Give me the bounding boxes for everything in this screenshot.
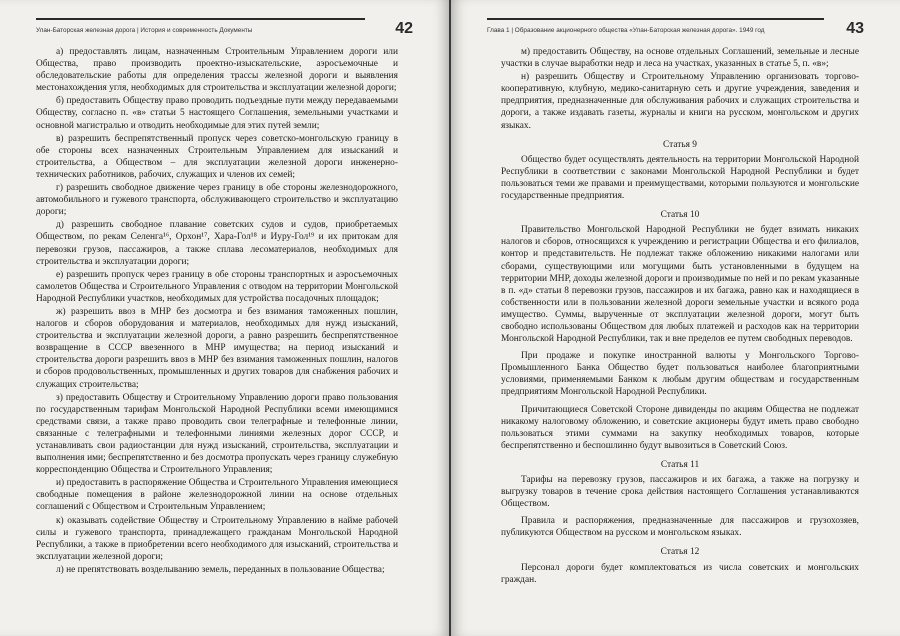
paragraph: е) разрешить пропуск через границу в обе стороны транспортных и аэросъемочных самолетов Общества и Строительного Управления с отводом на территории Монгольской Народной Республики участков, необходимых для устройства посадочных площадок; bbox=[36, 269, 398, 304]
paragraph: в) разрешить беспрепятственный пропуск через советско-монгольскую границу в обе стороны всех назначенных Строительным Управлением для изысканий и строительства, а Обществом – для эксплуатации железной дороги инженерно-технических работников, рабочих, служащих и членов их семей; bbox=[36, 133, 398, 180]
article-heading: Статья 10 bbox=[660, 210, 700, 221]
right-page-header bbox=[487, 6, 864, 36]
left-page-header bbox=[36, 6, 413, 36]
paragraph: Общество будет осуществлять деятельность на территории Монгольской Народной Республики в соответствии с законами Монгольской Народной Республики и будет пользоваться теми же правами и преимуществами, которыми пользуются и монгольские государственные предприятия. bbox=[501, 154, 859, 202]
paragraph: Персонал дороги будет комплектоваться из числа советских и монгольских граждан. bbox=[501, 562, 859, 585]
article-heading: Статья 9 bbox=[663, 139, 697, 150]
right-running-head: Глава 1 | Образование акционерного общества «Улан-Баторская железная дорога». 1949 год bbox=[487, 27, 765, 34]
paragraph: м) предоставить Обществу, на основе отдельных Соглашений, земельные и лесные участки в случае выработки недр и леса на участках, указанных в статье 5, п. «в»; bbox=[501, 47, 859, 70]
paragraph: д) разрешить свободное плавание советских судов и судов, приобретаемых Обществом, по рекам Селенга¹⁶, Орхон¹⁷, Хара-Гол¹⁸ и Иуру-Гол¹⁹ и их притокам для перевозки грузов, пассажиров, а также сплава лесоматериалов, необходимых для строительства и эксплуатации дороги; bbox=[36, 220, 398, 267]
paragraph: и) предоставить в распоряжение Общества и Строительного Управления имеющиеся свободные помещения в районе железнодорожной линии на основе отдельных соглашений с Обществом и Строительным Управлением; bbox=[36, 478, 398, 513]
paragraph: г) разрешить свободное движение через границу в обе стороны железнодорожного, автомобильного и гужевого транспорта, обслуживающего строительство и эксплуатацию дороги; bbox=[36, 183, 398, 218]
paragraph: л) не препятствовать возделыванию земель, переданных в пользование Общества; bbox=[56, 564, 385, 575]
paragraph: ж) разрешить ввоз в МНР без досмотра и без взимания таможенных пошлин, налогов и сборов оборудования и материалов, необходимых для нужд изысканий, строительства и эксплуатации железной дороги, а равно разрешить беспрепятственное возвращение в СССР ввезенного в МНР имущества; на период изысканий и строительства дороги разрешить ввоз в МНР без взимания таможенных пошлин, налогов и сборов продовольственных, промышленных и других товаров для снабжения рабочих и служащих строительства; bbox=[36, 306, 398, 390]
paragraph: Правительство Монгольской Народной Республики не будет взимать никаких налогов и сборов, относящихся к учреждению и регистрации Общества и его филиалов, контор и представительств. Не подлежат также обложению никакими налогами или сборами, существующими или могущими быть установленными в будущем на территории МНР, доходы железной дороги и производимые по ней и по рекам указанные в п. «д» статьи 8 перевозки грузов, пассажиров и их багажа, равно как и находящиеся в собственности или в пользовании железной дороги земельные участки и всякого рода имущество. Суммы, вырученные от эксплуатации железной дороги, могут быть свободно использованы Обществом для любых платежей и расходов как на территории Монгольской Народной Республики, так и вне пределов ее путем свободных переводов. bbox=[501, 225, 859, 345]
paragraph: к) оказывать содействие Обществу и Строительному Управлению в найме рабочей силы и гужевого транспорта, принадлежащего гражданам Монгольской Народной Республики, а также в приобретении всего необходимого для изысканий, строительства и эксплуатации железной дороги; bbox=[36, 515, 398, 562]
left-running-head: Улан-Баторская железная дорога | История и современность Документы bbox=[36, 27, 253, 34]
article-heading: Статья 12 bbox=[660, 547, 700, 558]
article-heading: Статья 11 bbox=[660, 459, 700, 470]
paragraph: а) предоставлять лицам, назначенным Строительным Управлением дороги или Общества, право производить проектно-изыскательские, аэросъемочные и обследовательские работы для определения трассы железной дороги и выявления местонахождения угля, необходимых для строительства и эксплуатации железной дороги; bbox=[36, 47, 398, 94]
paragraph: з) предоставить Обществу и Строительному Управлению дороги право пользования по государственным тарифам Монгольской Народной Республики всеми имеющимися средствами связи, а также право проводить свои телеграфные и телефонные линии, связанные с телеграфными и телефонными линиями железных дорог СССР, и устанавливать свои радиостанции для нужд изысканий, строительства, эксплуатации и выполнения ими; беспрепятственно и без досмотра пропускать через границу служебную корреспонденцию Общества и Строительного Управления; bbox=[36, 392, 398, 476]
right-page bbox=[451, 0, 900, 636]
left-page-number: 42 bbox=[395, 20, 413, 37]
paragraph: Тарифы на перевозку грузов, пассажиров и их багажа, а также на погрузку и выгрузку товаров в течение срока действия настоящего Соглашения устанавливаются Обществом. bbox=[501, 475, 859, 510]
paragraph: При продаже и покупке иностранной валюты у Монгольского Торгово-Промышленного Банка Общество будет пользоваться наиболее благоприятными условиями, применяемыми Банком к любым другим обществам и государственным предприятиям Монгольской Народной Республики. bbox=[501, 351, 859, 398]
paragraph: Причитающиеся Советской Стороне дивиденды по акциям Общества не подлежат никакому налоговому обложению, и советские акционеры будут иметь право свободно пользоваться этими суммами на закупку необходимых товаров, которые беспрепятственно и беспошлинно будут вывозиться в Советский Союз. bbox=[501, 404, 859, 451]
left-page bbox=[0, 0, 449, 636]
paragraph: н) разрешить Обществу и Строительному Управлению организовать торгово-кооперативную, клубную, медико-санитарную сеть и другие учреждения, заведения и предприятия, предназначенные для обслуживания рабочих и служащих строительства и дороги, а также издавать газеты, журналы и книги на русском, монгольском и других языках. bbox=[501, 72, 859, 131]
header-rule bbox=[487, 18, 824, 20]
paragraph: Правила и распоряжения, предназначенные для пассажиров и грузохозяев, публикуются Обществом на русском и монгольском языках. bbox=[501, 516, 859, 539]
right-page-number: 43 bbox=[846, 20, 864, 37]
right-page-body bbox=[501, 46, 859, 586]
header-rule bbox=[36, 18, 365, 20]
left-page-body bbox=[36, 46, 398, 576]
paragraph: б) предоставить Обществу право проводить подъездные пути между передаваемыми Обществу, согласно п. «в» статьи 5 настоящего Соглашения, земельными участками и основной магистралью и отводить необходимые для этих путей земли; bbox=[36, 96, 398, 131]
